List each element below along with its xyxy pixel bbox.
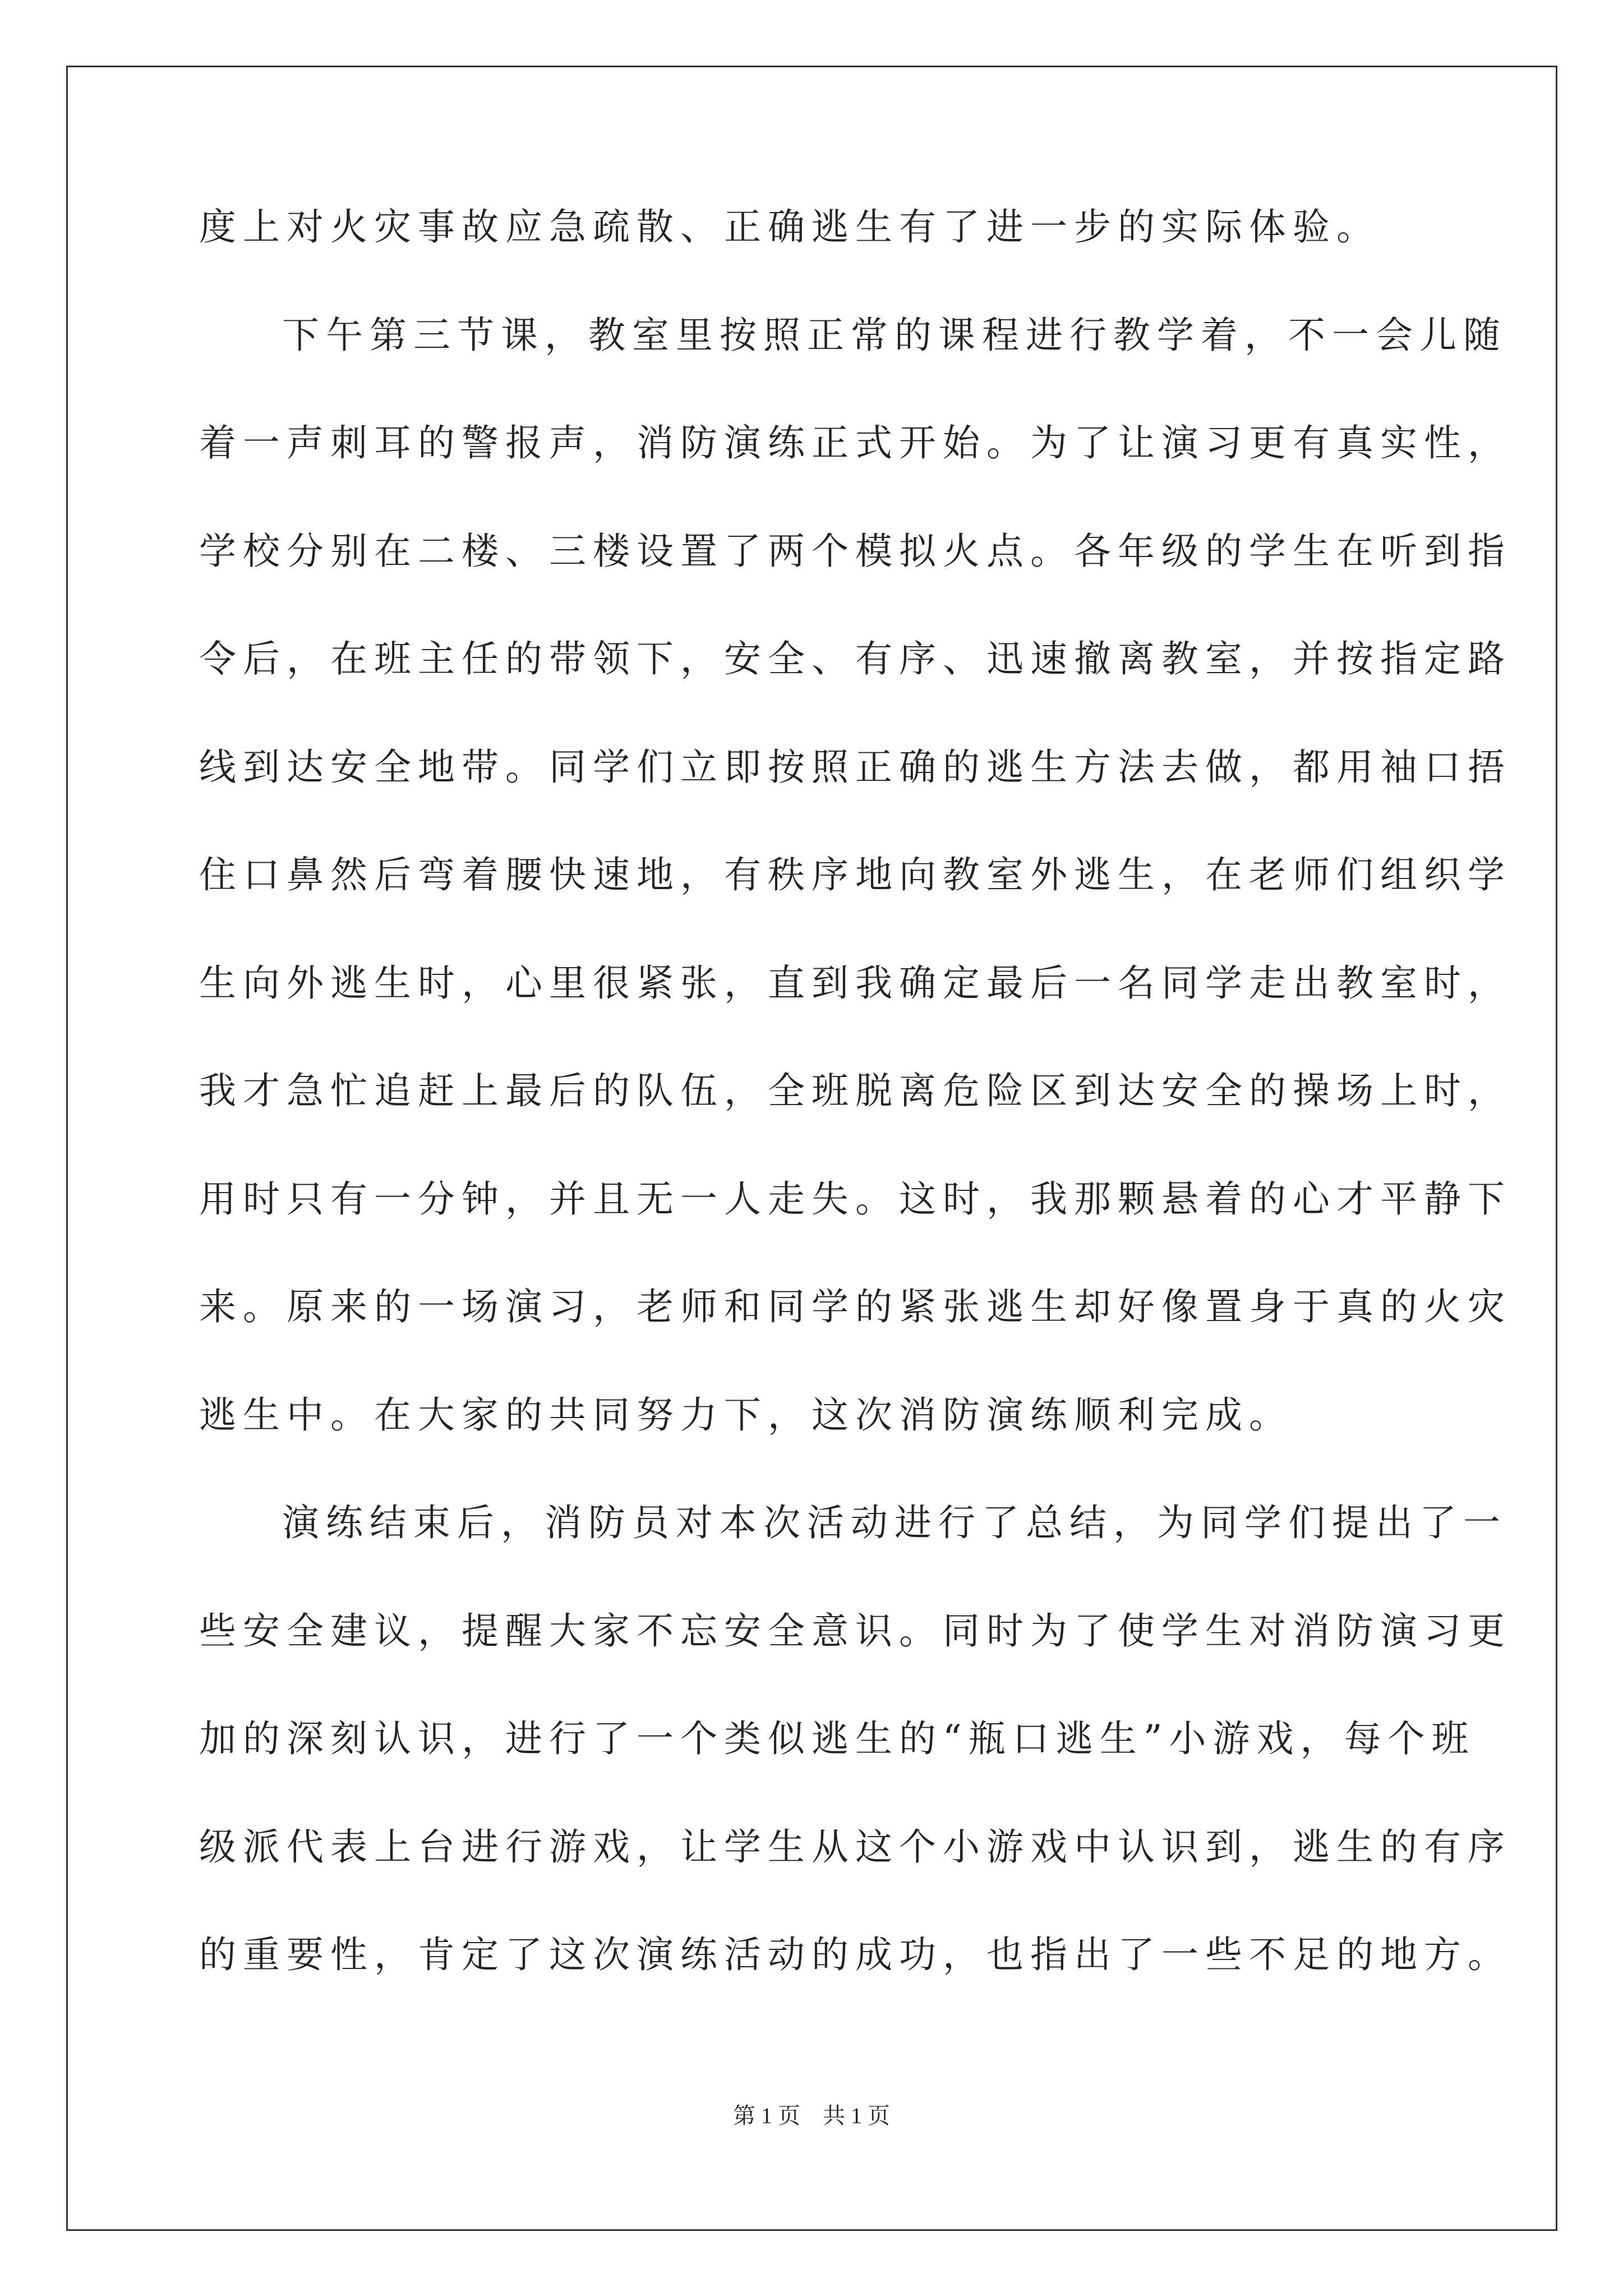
text-line: 线到达安全地带。同学们立即按照正确的逃生方法去做，都用袖口捂 xyxy=(199,745,1511,789)
text-line: 学校分别在二楼、三楼设置了两个模拟火点。各年级的学生在听到指 xyxy=(199,529,1511,573)
text-line: 着一声刺耳的警报声，消防演练正式开始。为了让演习更有真实性， xyxy=(199,421,1511,464)
text-line: 级派代表上台进行游戏，让学生从这个小游戏中认识到，逃生的有序 xyxy=(199,1825,1511,1869)
text-line: 的重要性，肯定了这次演练活动的成功，也指出了一些不足的地方。 xyxy=(199,1933,1511,1976)
text-line: 用时只有一分钟，并且无一人走失。这时，我那颗悬着的心才平静下 xyxy=(199,1177,1511,1221)
text-line: 来。原来的一场演习，老师和同学的紧张逃生却好像置身于真的火灾 xyxy=(199,1285,1511,1328)
text-line: 生向外逃生时，心里很紧张，直到我确定最后一名同学走出教室时， xyxy=(199,961,1511,1005)
body-text xyxy=(199,205,1511,2045)
text-line: 下午第三节课，教室里按照正常的课程进行教学着，不一会儿随 xyxy=(282,313,1507,357)
text-line: 住口鼻然后弯着腰快速地，有秩序地向教室外逃生，在老师们组织学 xyxy=(199,853,1511,896)
page-footer: 第 1 页 共 1 页 xyxy=(733,2103,890,2128)
text-line: 演练结束后，消防员对本次活动进行了总结，为同学们提出了一 xyxy=(282,1501,1507,1544)
text-line: 加的深刻认识，进行了一个类似逃生的“瓶口逃生”小游戏，每个班 xyxy=(199,1717,1476,1760)
text-line: 我才急忙追赶上最后的队伍，全班脱离危险区到达安全的操场上时， xyxy=(199,1069,1511,1112)
text-line: 逃生中。在大家的共同努力下，这次消防演练顺利完成。 xyxy=(199,1393,1293,1437)
text-line: 些安全建议，提醒大家不忘安全意识。同时为了使学生对消防演习更 xyxy=(199,1609,1511,1653)
text-line: 度上对火灾事故应急疏散、正确逃生有了进一步的实际体验。 xyxy=(199,205,1380,249)
text-line: 令后，在班主任的带领下，安全、有序、迅速撤离教室，并按指定路 xyxy=(199,637,1511,680)
